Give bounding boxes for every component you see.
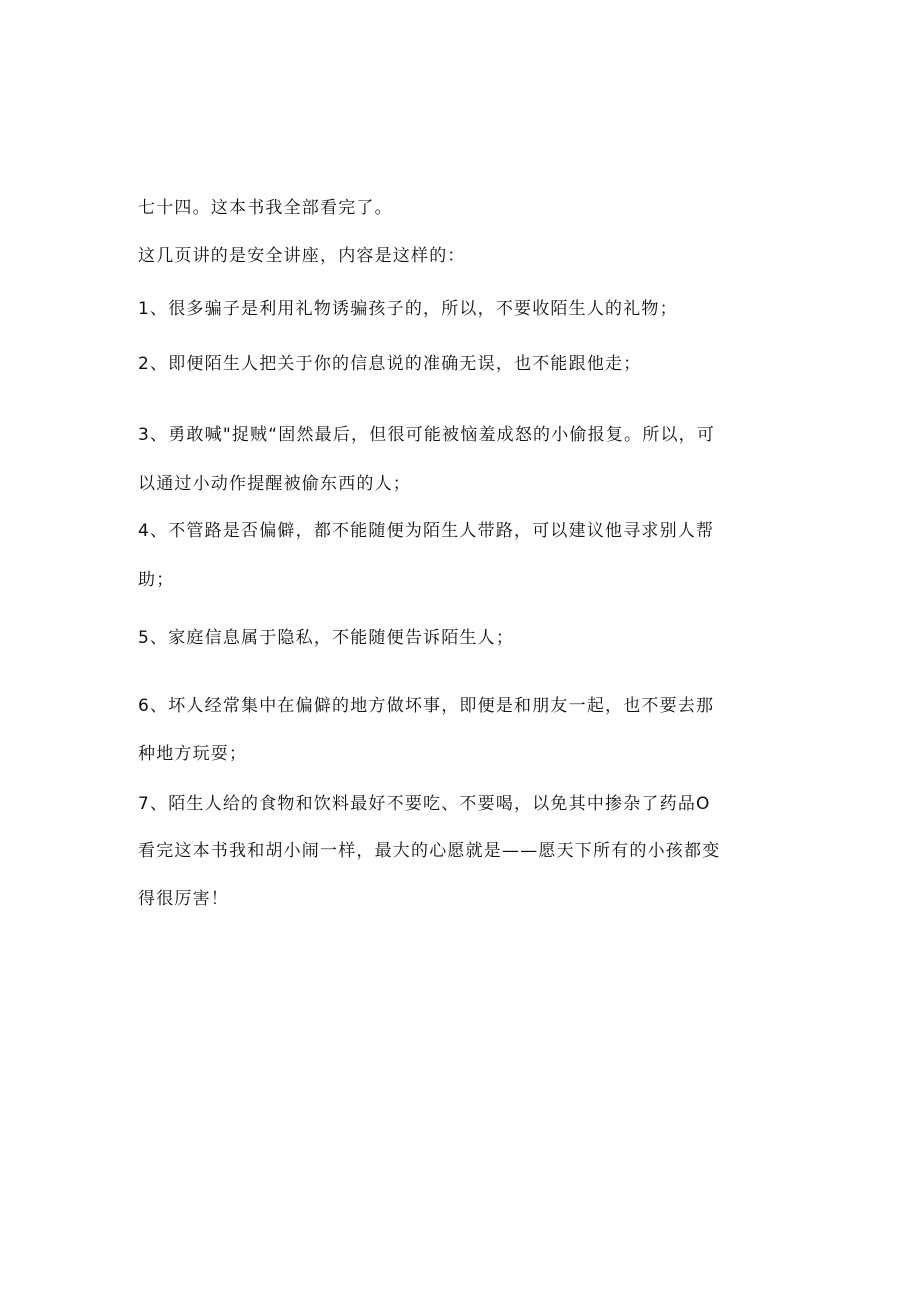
- list-item-7: 7、陌生人给的食物和饮料最好不要吃、不要喝，以免其中掺杂了药品O: [138, 794, 711, 814]
- list-item-3: 3、勇敢喊"捉贼“固然最后，但很可能被恼羞成怒的小偷报复。所以，可: [138, 425, 716, 445]
- text-line-conclusion-continued: 得很厉害！: [138, 889, 229, 909]
- text-line-1: 七十四。这本书我全部看完了。: [138, 198, 393, 218]
- list-item-3-continued: 以通过小动作提醒被偷东西的人；: [138, 474, 411, 494]
- list-item-2: 2、即便陌生人把关于你的信息说的准确无误，也不能跟他走；: [138, 354, 642, 374]
- list-item-5: 5、家庭信息属于隐私，不能随便告诉陌生人；: [138, 628, 515, 648]
- list-item-4: 4、不管路是否偏僻，都不能随便为陌生人带路，可以建议他寻求别人帮: [138, 521, 715, 541]
- text-line-2: 这几页讲的是安全讲座，内容是这样的：: [138, 246, 466, 266]
- list-item-6-continued: 种地方玩耍；: [138, 744, 248, 764]
- list-item-1: 1、很多骗子是利用礼物诱骗孩子的，所以，不要收陌生人的礼物；: [138, 299, 678, 319]
- list-item-4-continued: 助；: [138, 570, 175, 590]
- text-line-conclusion: 看完这本书我和胡小闹一样，最大的心愿就是——愿天下所有的小孩都变: [138, 841, 721, 861]
- list-item-6: 6、坏人经常集中在偏僻的地方做坏事，即便是和朋友一起，也不要去那: [138, 696, 715, 716]
